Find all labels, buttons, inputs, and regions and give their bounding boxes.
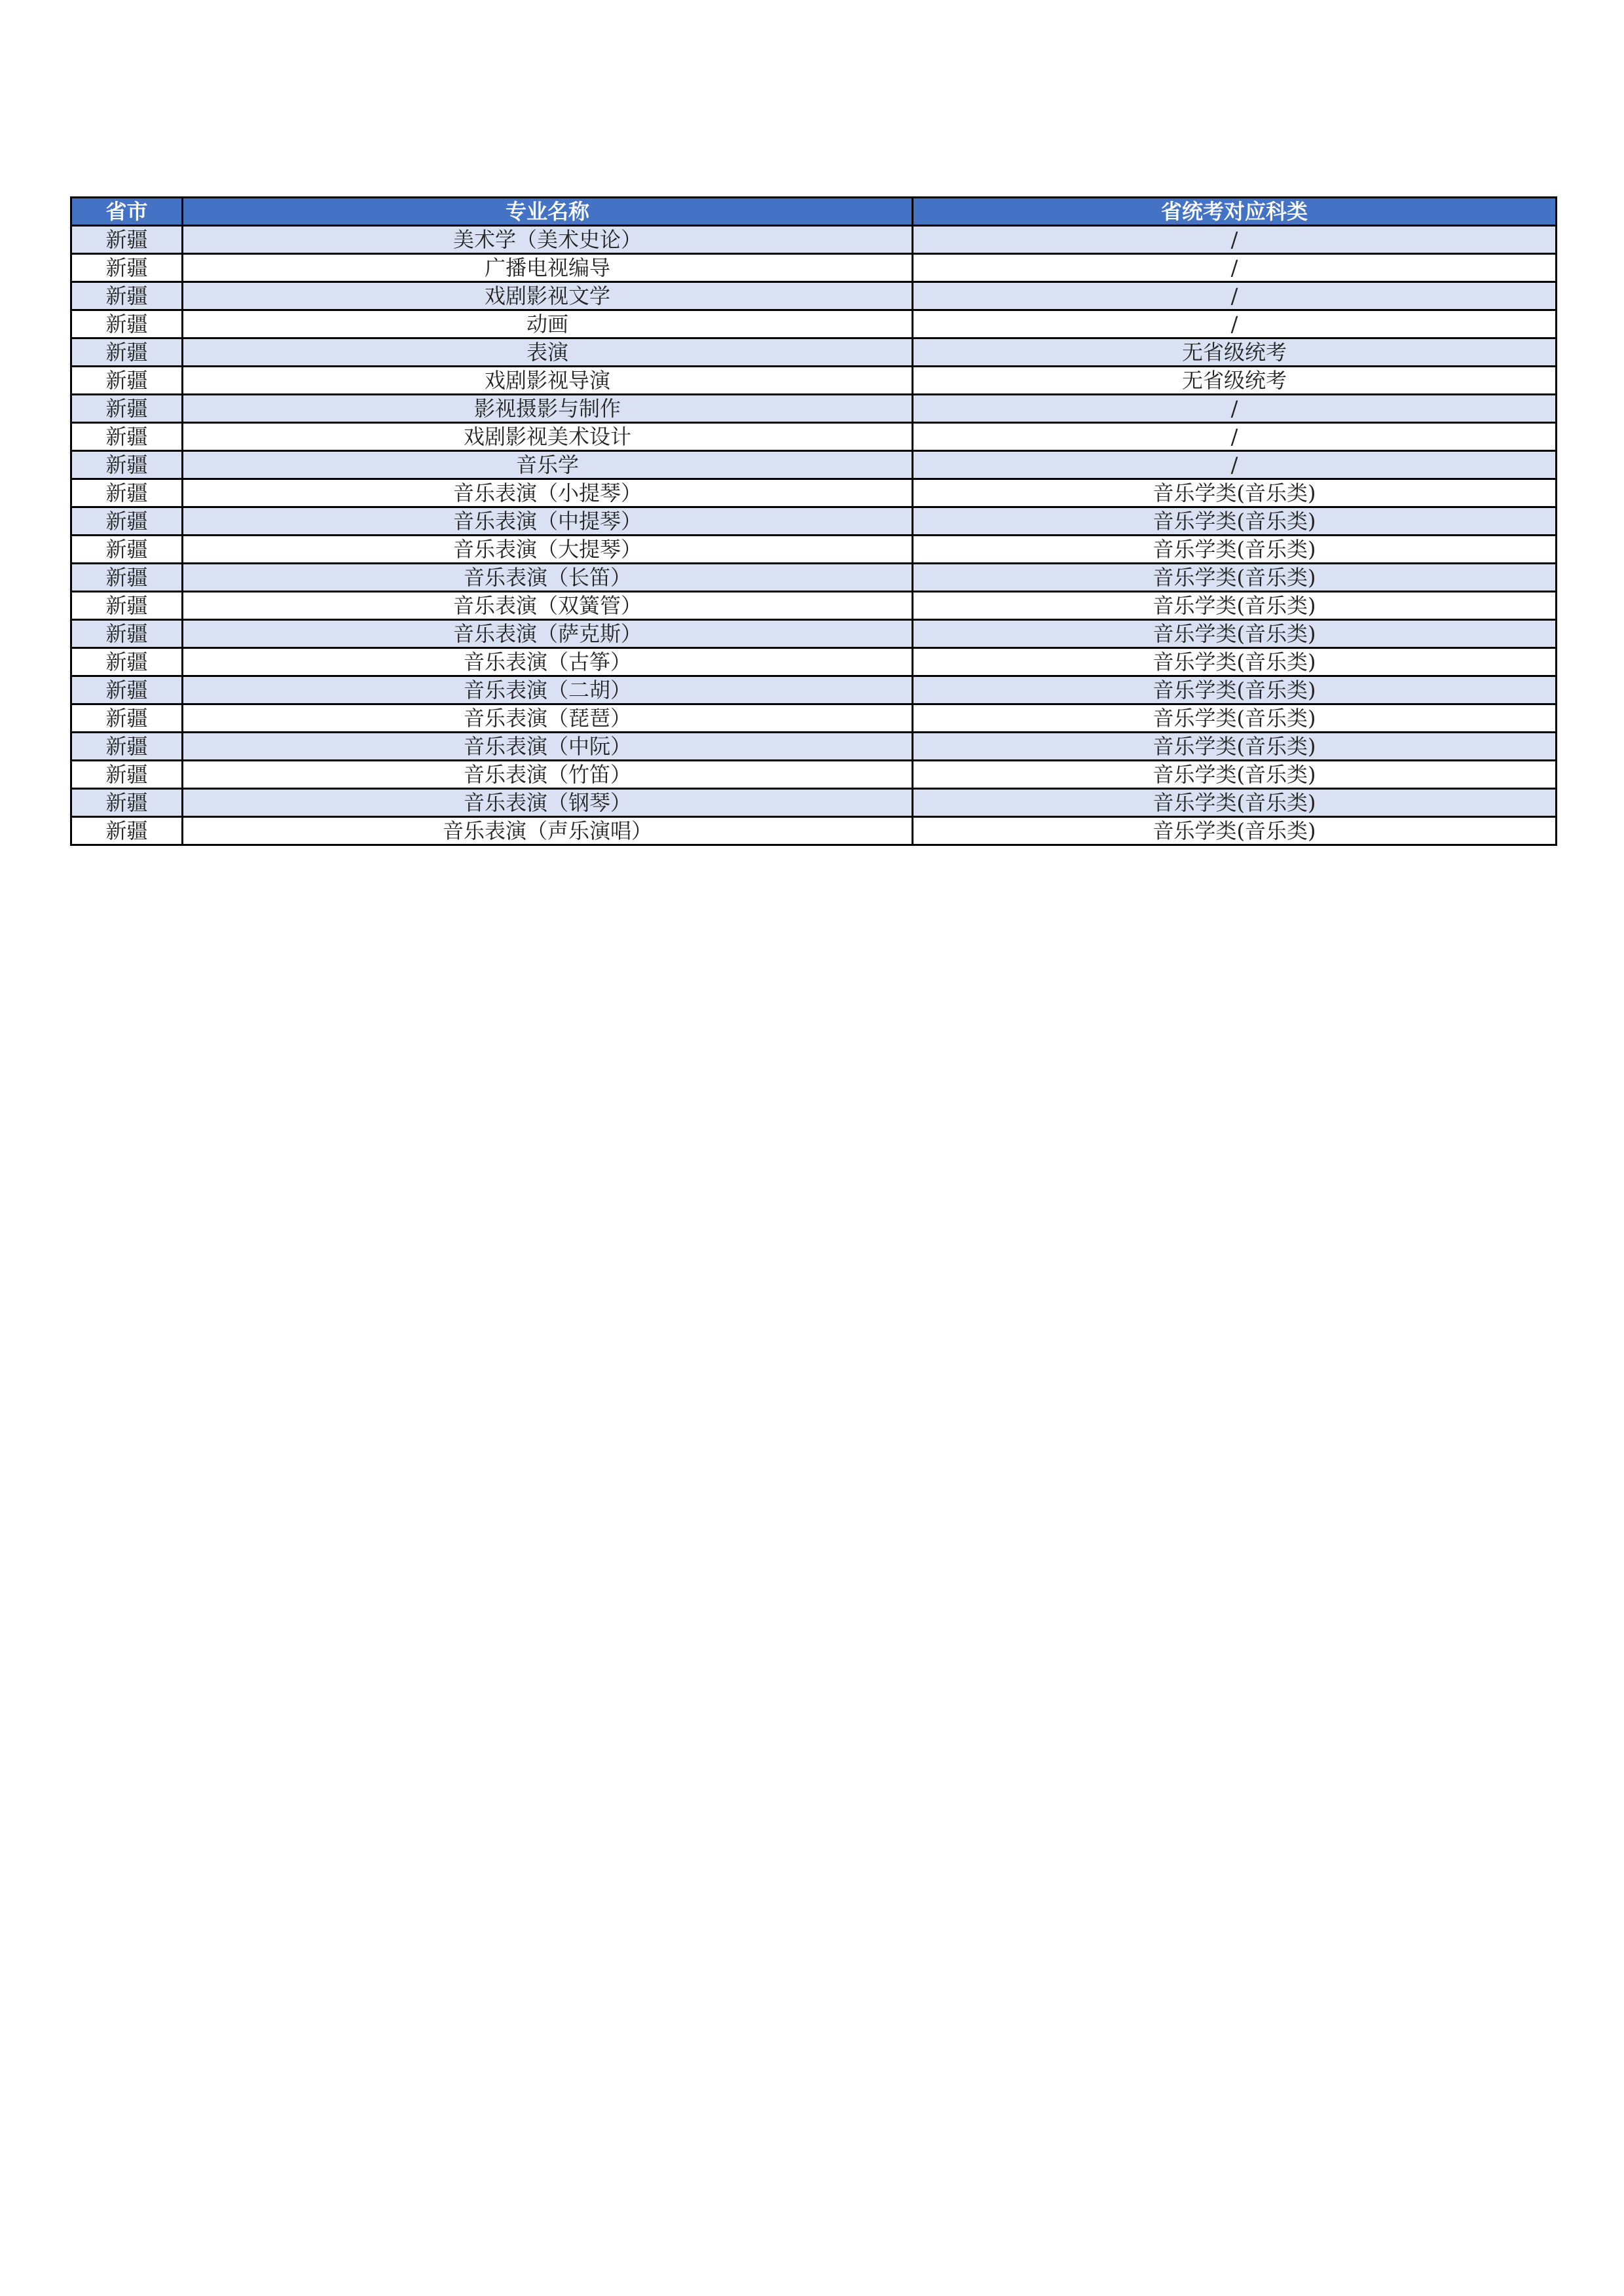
cell-major: 音乐学 (183, 451, 913, 479)
cell-category: 音乐学类(音乐类) (913, 592, 1557, 620)
cell-province: 新疆 (71, 733, 183, 761)
table-row (71, 254, 1557, 282)
cell-province: 新疆 (71, 789, 183, 817)
cell-category: 音乐学类(音乐类) (913, 704, 1557, 733)
table-row (71, 226, 1557, 254)
cell-category: 音乐学类(音乐类) (913, 536, 1557, 564)
table-row (71, 507, 1557, 536)
majors-table (70, 196, 1557, 846)
cell-province: 新疆 (71, 310, 183, 338)
cell-category: 音乐学类(音乐类) (913, 648, 1557, 676)
cell-major: 戏剧影视导演 (183, 367, 913, 395)
cell-category: / (913, 282, 1557, 310)
cell-province: 新疆 (71, 507, 183, 536)
header-category: 省统考对应科类 (913, 198, 1557, 226)
cell-category: 无省级统考 (913, 367, 1557, 395)
cell-province: 新疆 (71, 395, 183, 423)
cell-major: 动画 (183, 310, 913, 338)
cell-major: 音乐表演（二胡） (183, 676, 913, 704)
cell-province: 新疆 (71, 620, 183, 648)
cell-major: 音乐表演（钢琴） (183, 789, 913, 817)
table-row (71, 817, 1557, 845)
table-row (71, 592, 1557, 620)
table-row (71, 704, 1557, 733)
table-row (71, 479, 1557, 507)
cell-major: 广播电视编导 (183, 254, 913, 282)
table-row (71, 536, 1557, 564)
table-row (71, 564, 1557, 592)
cell-major: 音乐表演（长笛） (183, 564, 913, 592)
table-row (71, 789, 1557, 817)
cell-province: 新疆 (71, 761, 183, 789)
table-row (71, 423, 1557, 451)
table-row (71, 733, 1557, 761)
cell-province: 新疆 (71, 254, 183, 282)
cell-province: 新疆 (71, 423, 183, 451)
cell-major: 音乐表演（琵琶） (183, 704, 913, 733)
table-row (71, 451, 1557, 479)
cell-province: 新疆 (71, 817, 183, 845)
table-row (71, 395, 1557, 423)
cell-category: / (913, 395, 1557, 423)
cell-province: 新疆 (71, 367, 183, 395)
cell-category: 音乐学类(音乐类) (913, 564, 1557, 592)
cell-category: 音乐学类(音乐类) (913, 479, 1557, 507)
cell-province: 新疆 (71, 564, 183, 592)
cell-major: 音乐表演（竹笛） (183, 761, 913, 789)
cell-major: 音乐表演（中提琴） (183, 507, 913, 536)
cell-category: / (913, 226, 1557, 254)
table-row (71, 338, 1557, 367)
table-row (71, 676, 1557, 704)
cell-province: 新疆 (71, 704, 183, 733)
cell-category: 音乐学类(音乐类) (913, 761, 1557, 789)
cell-major: 戏剧影视美术设计 (183, 423, 913, 451)
cell-category: 音乐学类(音乐类) (913, 676, 1557, 704)
cell-category: / (913, 310, 1557, 338)
cell-major: 音乐表演（萨克斯） (183, 620, 913, 648)
cell-province: 新疆 (71, 451, 183, 479)
cell-province: 新疆 (71, 536, 183, 564)
cell-category: 无省级统考 (913, 338, 1557, 367)
table-row (71, 648, 1557, 676)
table-row (71, 761, 1557, 789)
cell-category: / (913, 423, 1557, 451)
cell-major: 影视摄影与制作 (183, 395, 913, 423)
cell-category: 音乐学类(音乐类) (913, 789, 1557, 817)
cell-province: 新疆 (71, 592, 183, 620)
cell-major: 音乐表演（声乐演唱） (183, 817, 913, 845)
cell-major: 音乐表演（小提琴） (183, 479, 913, 507)
cell-major: 音乐表演（古筝） (183, 648, 913, 676)
header-major: 专业名称 (183, 198, 913, 226)
cell-major: 戏剧影视文学 (183, 282, 913, 310)
cell-category: / (913, 254, 1557, 282)
table-row (71, 310, 1557, 338)
cell-major: 表演 (183, 338, 913, 367)
cell-category: 音乐学类(音乐类) (913, 817, 1557, 845)
cell-province: 新疆 (71, 676, 183, 704)
cell-category: 音乐学类(音乐类) (913, 507, 1557, 536)
cell-major: 音乐表演（大提琴） (183, 536, 913, 564)
cell-province: 新疆 (71, 338, 183, 367)
cell-province: 新疆 (71, 226, 183, 254)
header-province: 省市 (71, 198, 183, 226)
cell-major: 音乐表演（中阮） (183, 733, 913, 761)
cell-province: 新疆 (71, 648, 183, 676)
table-row (71, 282, 1557, 310)
cell-province: 新疆 (71, 479, 183, 507)
cell-category: 音乐学类(音乐类) (913, 733, 1557, 761)
cell-category: 音乐学类(音乐类) (913, 620, 1557, 648)
cell-province: 新疆 (71, 282, 183, 310)
table-row (71, 367, 1557, 395)
cell-category: / (913, 451, 1557, 479)
table-row (71, 620, 1557, 648)
header-row (71, 198, 1557, 226)
cell-major: 音乐表演（双簧管） (183, 592, 913, 620)
cell-major: 美术学（美术史论） (183, 226, 913, 254)
